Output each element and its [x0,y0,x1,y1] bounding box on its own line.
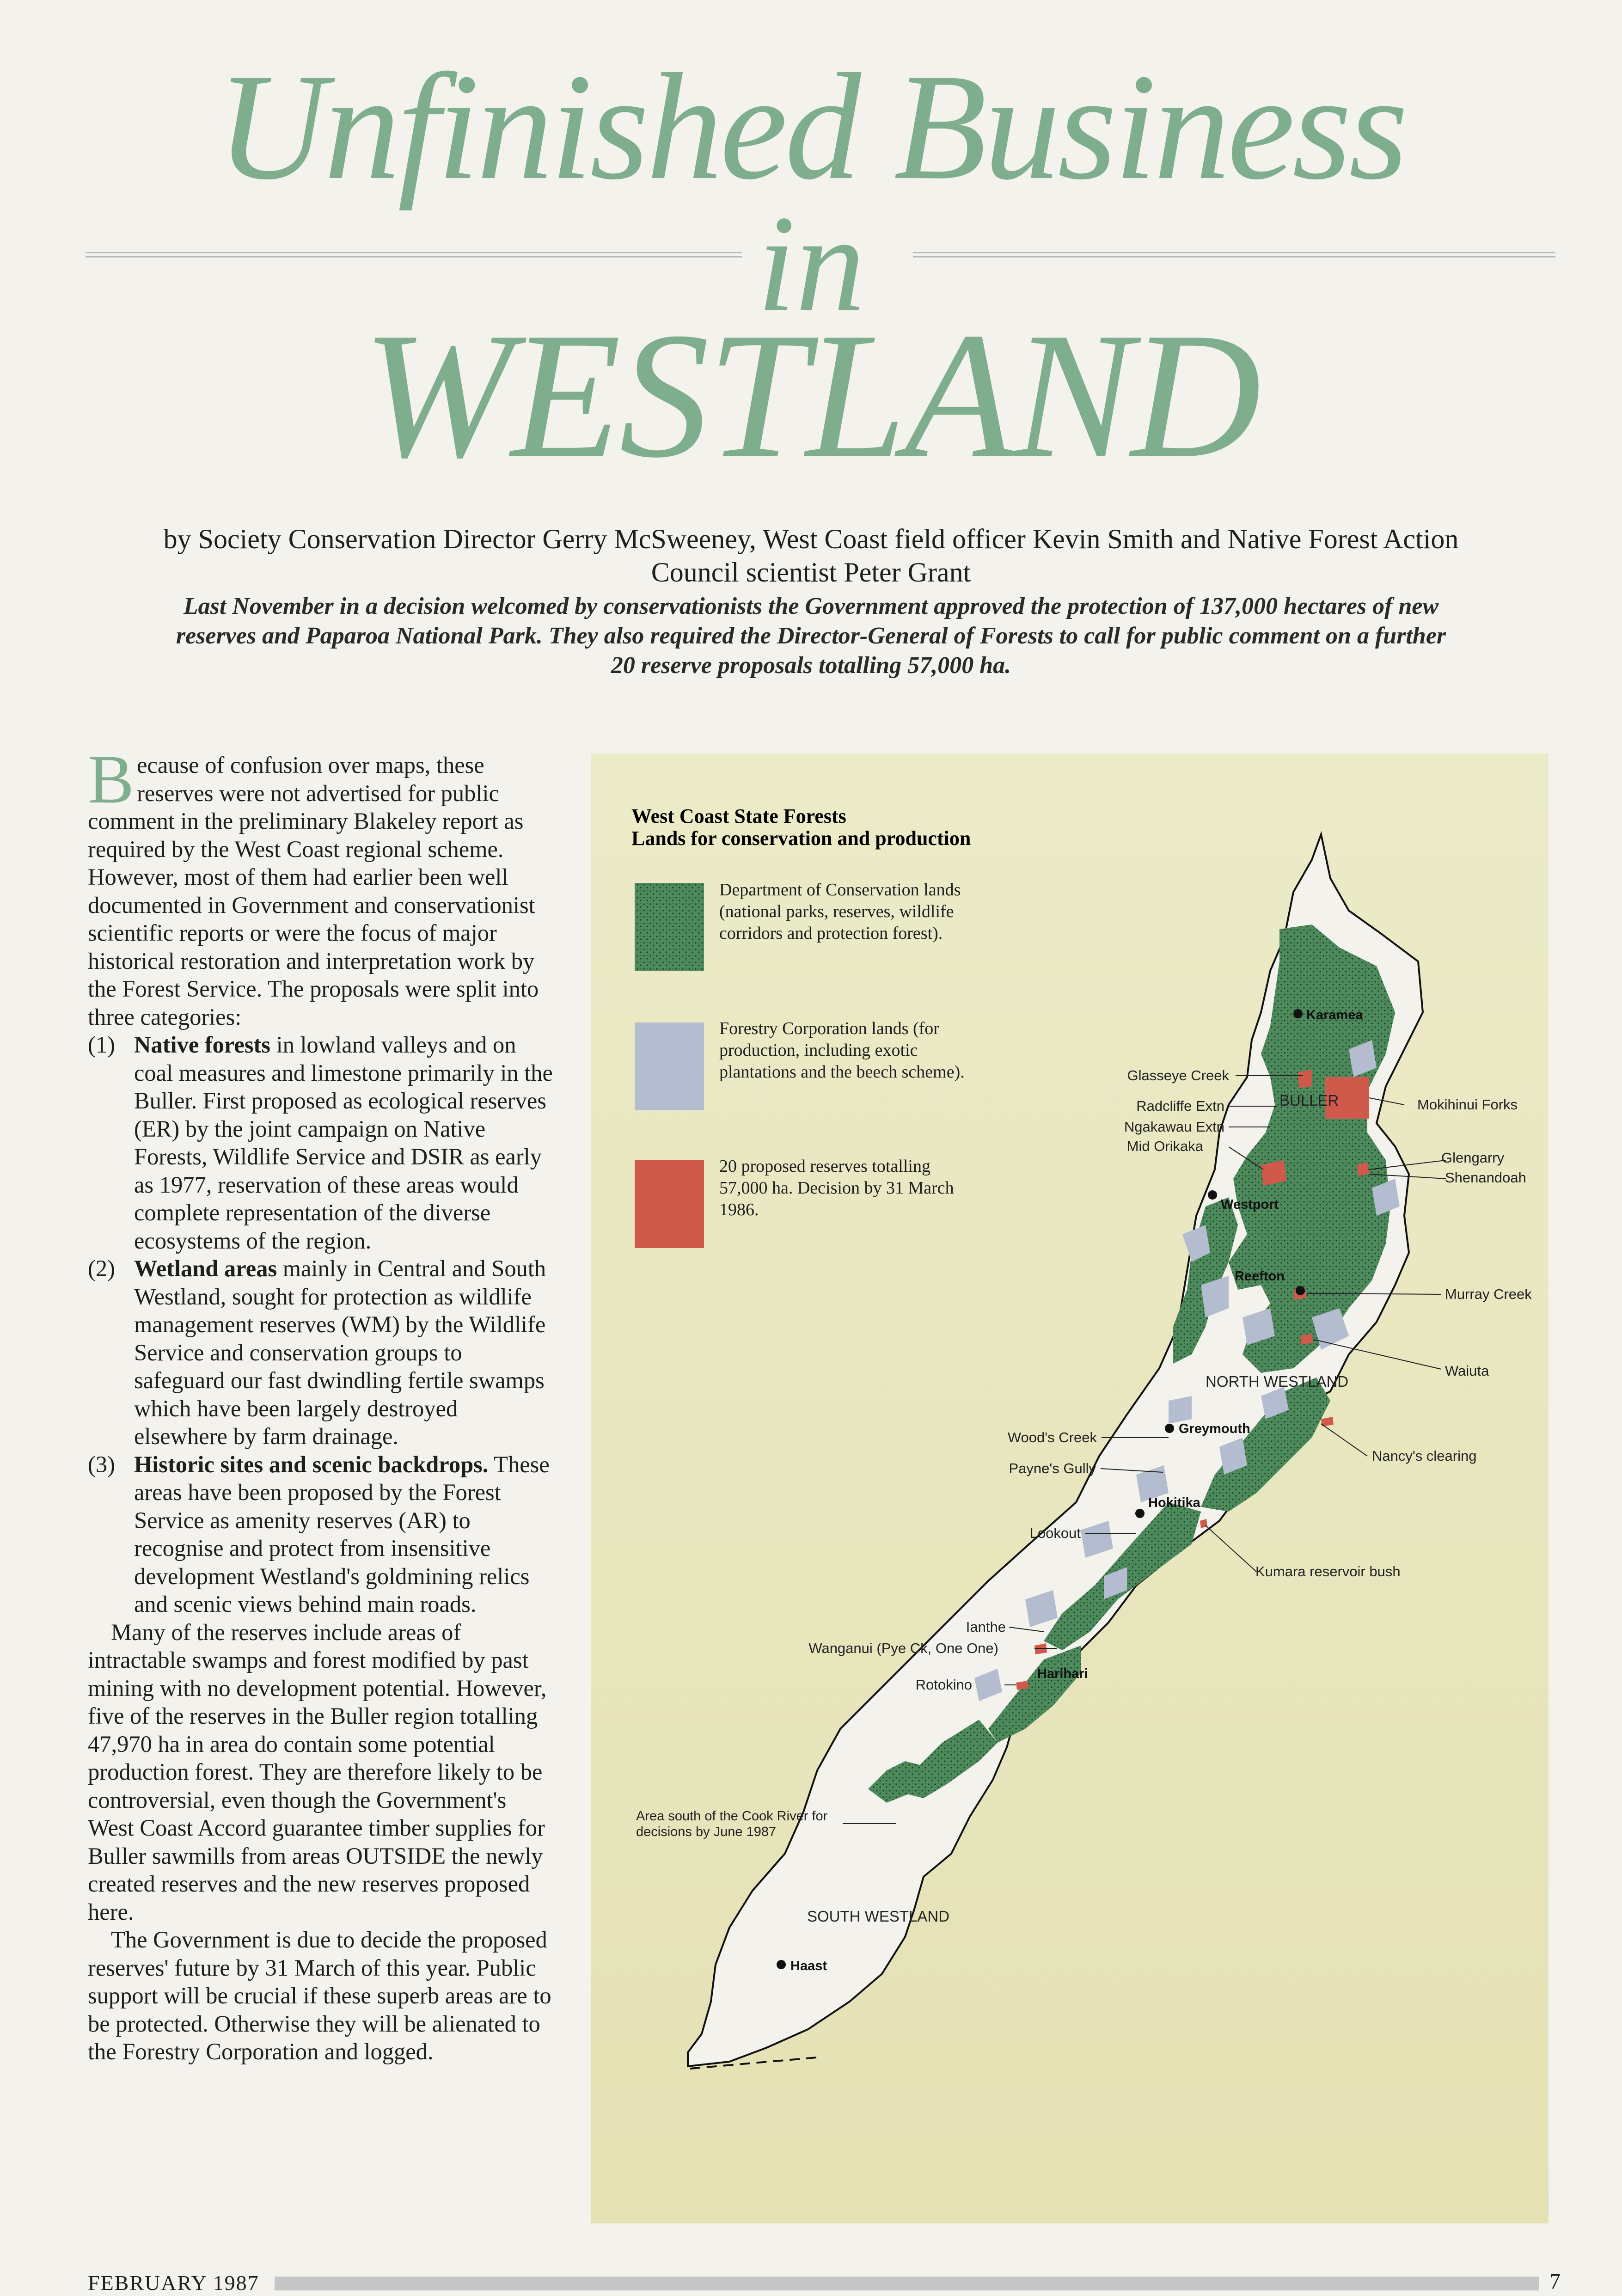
title-line-2: in [757,187,865,340]
label-mid-orikaka: Mid Orikaka [1126,1138,1203,1154]
label-ngakawau-extn: Ngakawau Extn [1124,1119,1224,1135]
region-north-westland: NORTH WESTLAND [1206,1373,1349,1390]
town-dot [1165,1424,1174,1433]
legend-swatch-proposed [635,1160,704,1248]
westland-map [591,753,1549,2223]
item-heading: Wetland areas [134,1255,277,1281]
item-heading: Native forests [134,1032,270,1058]
page-number: 7 [1549,2269,1561,2294]
town-dot [1208,1190,1217,1200]
item-text: These areas have been proposed by the Forest Service as amenity reserves (AR) to recognise and protect from insensitive development Westland's goldmining relics and scenic views behind main roads. [134,1451,550,1617]
item-text: mainly in Central and South Westland, sought for protection as wildlife management reserves (WM) by the Wildlife Service and conservation groups to safeguard our fast dwindling fertile swamps which have been largely destroyed elsewhere by farm drainage. [134,1255,546,1449]
label-wanganui: Wanganui (Pye Ck, One One) [808,1640,998,1656]
legend-swatch-conservation [635,883,704,971]
title-line-3: WESTLAND [362,295,1260,495]
town-greymouth: Greymouth [1179,1421,1250,1436]
footer-bar [275,2277,1539,2290]
item-heading: Historic sites and scenic backdrops. [134,1451,489,1477]
article-body [88,741,555,2066]
byline: by Society Conservation Director Gerry McSweeney, West Coast field officer Kevin Smith and Native Forest Action Council scientist Peter Grant [163,524,1459,588]
legend-swatch-forestry [635,1022,704,1110]
map-panel [591,753,1549,2223]
item-text: in lowland valleys and on coal measures and limestone primarily in the Buller. First proposed as ecological reserves (ER) by the joint campaign on Native Forests, Wildlife Service and DSIR as early as 1977, reservation of these areas would complete representation of the diverse ecosystems of the region. [134,1032,553,1254]
reserve-glasseye-creek [1298,1070,1312,1088]
label-mokihinui-forks: Mokihinui Forks [1417,1096,1518,1113]
title-line-1: Unfinished Business [216,43,1406,211]
legend-text-conservation: Department of Conservation lands (national parks, reserves, wildlife corridors and protection forest). [719,880,961,943]
map-title-1: West Coast State Forests [631,805,846,827]
label-glengarry: Glengarry [1441,1150,1505,1166]
item-number: (3) [88,1451,115,1477]
item-number: (2) [88,1255,115,1281]
label-paynes-gully: Payne's Gully [1009,1460,1096,1476]
legend-text-forestry: Forestry Corporation lands (for production, including exotic plantations and the beech scheme). [719,1019,965,1082]
town-dot [1135,1509,1145,1518]
label-radcliffe-extn: Radcliffe Extn [1136,1098,1224,1114]
map-note: Area south of the Cook River for decisions by June 1987 [636,1809,828,1839]
paragraph-1-text: ecause of confusion over maps, these reserves were not advertised for public comment in the preliminary Blakeley report as required by the West Coast regional scheme. However, most of them had earlier been well documented in Government and conservationist scientific reports or were the focus of major historical restoration and interpretation work by the Forest Service. The proposals were split into three categories: [88,752,539,1030]
label-nancys-clearing: Nancy's clearing [1372,1448,1477,1464]
town-hokitika: Hokitika [1148,1495,1200,1510]
label-glasseye-creek: Glasseye Creek [1127,1067,1229,1084]
town-dot [1293,1009,1303,1018]
legend-text-proposed: 20 proposed reserves totalling 57,000 ha. Decision by 31 March 1986. [719,1157,954,1219]
category-item-3 [88,1451,555,1618]
region-buller: BULLER [1279,1092,1339,1109]
label-woods-creek: Wood's Creek [1007,1429,1097,1445]
intro-standfirst: Last November in a decision welcomed by conservationists the Government approved the protection of 137,000 hectares of new reserves and Paparoa National Park. They also required the Director-General of Forests to call for public comment on a further 20 reserve proposals totalling 57,000 ha. [176,593,1446,679]
category-item-1 [88,1031,555,1255]
town-harihari: Harihari [1037,1666,1088,1681]
label-kumara-reservoir-bush: Kumara reservoir bush [1255,1563,1401,1580]
label-waiuta: Waiuta [1445,1363,1489,1379]
town-dot [777,1960,786,1969]
label-murray-creek: Murray Creek [1445,1286,1532,1302]
paragraph-2: Many of the reserves include areas of intractable swamps and forest modified by past mining with no development potential. However, five of the reserves in the Buller region totalling 47,970 ha in area do contain some potential production forest. They are therefore likely to be controversial, even though the Government's West Coast Accord guarantee timber supplies for Buller sawmills from areas OUTSIDE the newly created reserves and the new reserves proposed here. [88,1619,547,1925]
footer-date: FEBRUARY 1987 [88,2271,259,2295]
town-westport: Westport [1221,1197,1279,1212]
town-haast: Haast [790,1959,827,1973]
category-item-2 [88,1255,555,1451]
town-reefton: Reefton [1235,1269,1285,1284]
paragraph-1 [88,741,555,1031]
paragraph-3: The Government is due to decide the proposed reserves' future by 31 March of this year. Public support will be crucial if these superb areas are to be protected. Otherwise they will be alienated to the Forestry Corporation and logged. [88,1927,551,2064]
label-ianthe: Ianthe [966,1619,1006,1635]
label-shenandoah: Shenandoah [1445,1169,1526,1186]
drop-cap: B [88,741,135,818]
item-number: (1) [88,1032,115,1058]
map-title-2: Lands for conservation and production [631,827,971,850]
town-dot [1296,1286,1305,1295]
town-karamea: Karamea [1306,1008,1363,1022]
region-south-westland: SOUTH WESTLAND [807,1908,950,1925]
label-lookout: Lookout [1029,1525,1081,1541]
label-rotokino: Rotokino [915,1677,972,1693]
